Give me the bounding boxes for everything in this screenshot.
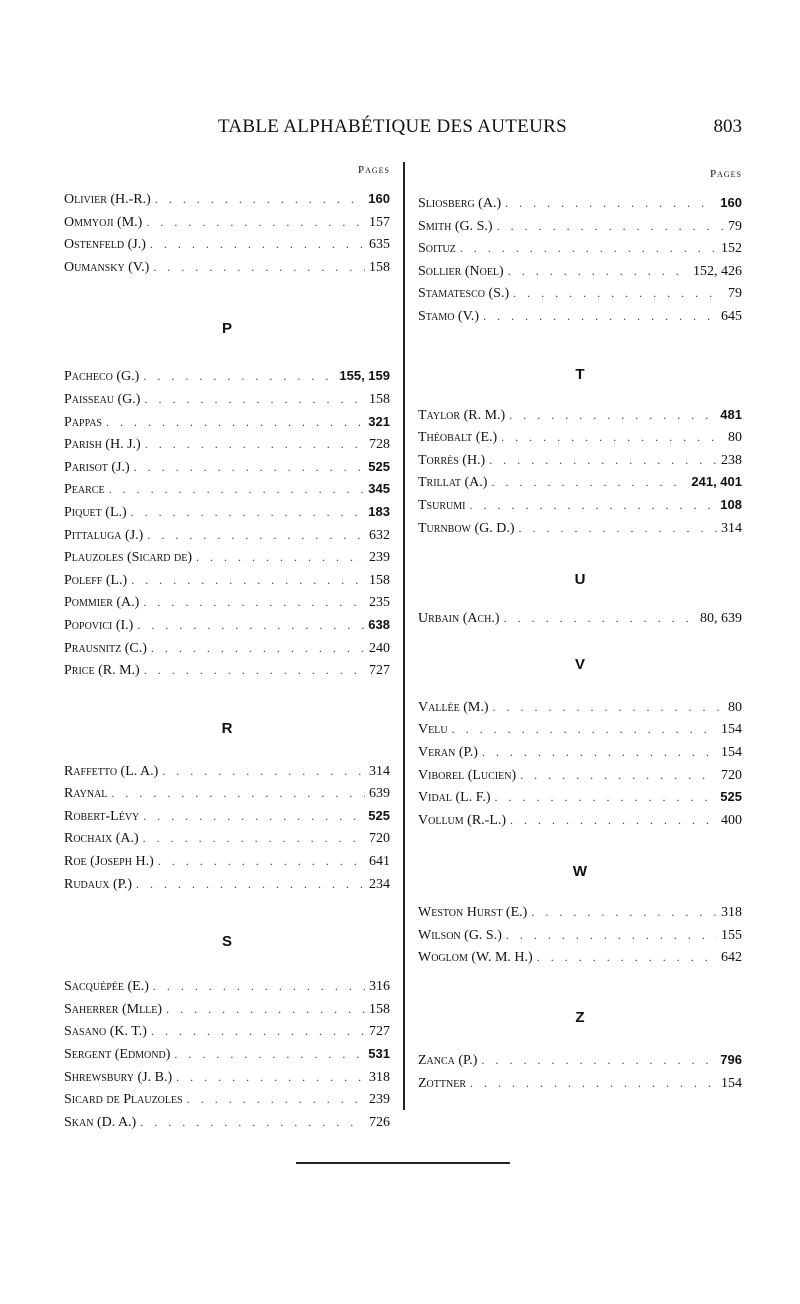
index-entry [418, 305, 742, 328]
page-reference: 635 [369, 237, 390, 253]
page-reference: 158 [369, 259, 390, 275]
dot-leader [452, 718, 717, 741]
page-reference: 239 [369, 550, 390, 566]
section-p [64, 365, 390, 681]
dot-leader [520, 764, 717, 787]
author-name: Saherrer (Mlle) [64, 1001, 163, 1017]
author-name: Pearce [64, 482, 105, 498]
dot-leader [153, 256, 365, 279]
author-name: Sacquépée (E.) [64, 979, 149, 995]
page-header [0, 116, 800, 140]
author-name: Tsurumi [418, 497, 466, 513]
dot-leader [504, 607, 696, 630]
page-reference: 239 [369, 1092, 390, 1108]
dot-leader [470, 1072, 717, 1095]
page-reference: 632 [369, 527, 390, 543]
author-name: Roe (Joseph H.) [64, 854, 154, 870]
section-u [418, 607, 742, 630]
dot-leader [166, 998, 365, 1021]
author-name: Woglom (W. M. H.) [418, 950, 533, 966]
author-name: Pacheco (G.) [64, 369, 140, 385]
page-reference: 321 [368, 413, 390, 429]
dot-leader [136, 873, 365, 896]
dot-leader [143, 827, 365, 850]
author-name: Popovici (I.) [64, 617, 134, 633]
section-s [64, 975, 390, 1133]
page-reference: 241, 401 [691, 474, 742, 490]
author-name: Stamatesco (S.) [418, 286, 510, 302]
dot-leader [143, 365, 335, 388]
page-reference: 238 [721, 452, 742, 468]
dot-leader [508, 260, 689, 283]
index-entry [418, 764, 742, 787]
index-entry [418, 237, 742, 260]
dot-leader [155, 188, 364, 211]
index-entry [64, 501, 390, 524]
page-reference: 152, 426 [693, 263, 742, 279]
author-name: Parish (H. J.) [64, 437, 141, 453]
dot-leader [531, 901, 717, 924]
index-entry [64, 411, 390, 434]
page-reference: 160 [368, 191, 390, 206]
left-column [64, 160, 390, 1133]
index-entry [418, 741, 742, 764]
index-entry [64, 365, 390, 388]
index-entry [418, 449, 742, 472]
dot-leader [176, 1066, 365, 1089]
dot-leader [137, 614, 364, 637]
index-entry [64, 975, 390, 998]
author-name: Ostenfeld (J.) [64, 237, 146, 253]
index-entry [418, 282, 742, 305]
page-reference: 318 [721, 905, 742, 921]
author-name: Stamo (V.) [418, 308, 480, 324]
dot-leader [144, 388, 365, 411]
dot-leader [495, 786, 717, 809]
dot-leader [153, 975, 365, 998]
index-entry [418, 924, 742, 947]
author-name: Torrès (H.) [418, 452, 486, 468]
author-name: Vidal (L. F.) [418, 790, 491, 806]
page-reference: 157 [369, 214, 390, 230]
page-reference: 158 [369, 1001, 390, 1017]
right-column [418, 160, 742, 1094]
index-entry [418, 696, 742, 719]
author-name: Sasano (K. T.) [64, 1024, 147, 1040]
author-name: Pommier (A.) [64, 595, 140, 611]
index-entry [418, 607, 742, 630]
page-reference: 728 [369, 437, 390, 453]
author-name: Ommyoji (M.) [64, 214, 143, 230]
dot-leader [144, 659, 365, 682]
index-entry [64, 659, 390, 682]
author-name: Raynal [64, 786, 108, 802]
author-name: Zottner [418, 1075, 466, 1091]
index-entry [418, 517, 742, 540]
page-reference: 345 [368, 481, 390, 497]
page-reference: 727 [369, 663, 390, 679]
index-entry [64, 827, 390, 850]
dot-leader [147, 524, 365, 547]
dot-leader [150, 233, 365, 256]
page-reference: 481 [720, 406, 742, 422]
dot-leader [196, 546, 365, 569]
page-reference: 79 [728, 286, 742, 302]
page-reference: 314 [721, 520, 742, 536]
dot-leader [509, 404, 716, 427]
page-reference: 400 [721, 812, 742, 828]
page-reference: 314 [369, 763, 390, 779]
author-name: Trillat (A.) [418, 475, 488, 491]
author-name: Vallée (M.) [418, 699, 489, 715]
section-o [64, 188, 390, 278]
letter-heading-u: U [574, 571, 586, 589]
dot-leader [143, 805, 364, 828]
index-entry [64, 1020, 390, 1043]
index-entry [64, 1043, 390, 1066]
author-name: Pittaluga (J.) [64, 527, 144, 543]
section-v [418, 696, 742, 832]
page-reference: 318 [369, 1069, 390, 1085]
index-entry [64, 782, 390, 805]
dot-leader [506, 924, 717, 947]
author-name: Soituz [418, 241, 456, 257]
index-entry [64, 211, 390, 234]
index-entry [418, 1049, 742, 1072]
section-w [418, 901, 742, 969]
index-entry [64, 188, 390, 211]
dot-leader [505, 192, 716, 215]
index-entry [418, 471, 742, 494]
page-reference: 158 [369, 572, 390, 588]
dot-leader [106, 411, 364, 434]
dot-leader [162, 760, 365, 783]
index-entry [418, 404, 742, 427]
page-reference: 316 [369, 979, 390, 995]
index-entry [418, 718, 742, 741]
column-divider [403, 162, 405, 1110]
index-entry [64, 1111, 390, 1134]
dot-leader [493, 696, 724, 719]
page-title: TABLE ALPHABÉTIQUE DES AUTEURS [218, 116, 567, 137]
index-entry [64, 637, 390, 660]
page-reference: 160 [720, 195, 742, 210]
page-reference: 154 [721, 1075, 742, 1091]
index-entry [64, 433, 390, 456]
index-entry [64, 546, 390, 569]
section-s-cont [418, 192, 742, 328]
author-name: Poleff (L.) [64, 572, 128, 588]
index-entry [418, 192, 742, 215]
page-reference: 726 [369, 1114, 390, 1130]
index-entry [418, 1072, 742, 1095]
page-reference: 525 [368, 458, 390, 474]
author-name: Rochaix (A.) [64, 831, 139, 847]
author-name: Taylor (R. M.) [418, 407, 506, 423]
page-reference: 727 [369, 1024, 390, 1040]
index-entry [64, 1088, 390, 1111]
page-reference: 155 [721, 927, 742, 943]
page-reference: 155, 159 [339, 368, 390, 384]
page-reference: 639 [369, 786, 390, 802]
dot-leader [483, 305, 717, 328]
pages-label: Pages [357, 164, 390, 176]
author-name: Sollier (Noel) [418, 263, 504, 279]
dot-leader [489, 449, 717, 472]
author-name: Parisot (J.) [64, 459, 130, 475]
page-reference: 645 [721, 308, 742, 324]
dot-leader [513, 282, 724, 305]
page-reference: 796 [720, 1052, 742, 1068]
index-entry [64, 233, 390, 256]
page-reference: 154 [721, 722, 742, 738]
footer-rule [296, 1162, 510, 1164]
dot-leader [134, 456, 365, 479]
dot-leader [146, 211, 365, 234]
index-entry [64, 478, 390, 501]
dot-leader [537, 946, 717, 969]
index-entry [64, 591, 390, 614]
dot-leader [510, 809, 717, 832]
section-z [418, 1049, 742, 1094]
index-entry [64, 388, 390, 411]
dot-leader [111, 782, 365, 805]
author-name: Théobalt (E.) [418, 430, 498, 446]
index-entry [64, 805, 390, 828]
page-reference: 80, 639 [700, 611, 742, 627]
dot-leader [497, 215, 724, 238]
page-reference: 720 [369, 831, 390, 847]
index-entry [418, 786, 742, 809]
page-reference: 641 [369, 854, 390, 870]
page-reference: 183 [368, 503, 390, 519]
letter-heading-v: V [574, 655, 585, 673]
index-entry [64, 256, 390, 279]
dot-leader [143, 591, 365, 614]
author-name: Rudaux (P.) [64, 876, 133, 892]
index-entry [64, 569, 390, 592]
page-reference: 234 [369, 876, 390, 892]
dot-leader [140, 1111, 365, 1134]
author-name: Piquet (L.) [64, 504, 127, 520]
letter-heading-s: S [221, 933, 232, 951]
author-name: Prausnitz (C.) [64, 640, 147, 656]
section-t [418, 404, 742, 540]
author-name: Urbain (Ach.) [418, 611, 500, 627]
dot-leader [145, 433, 365, 456]
page-reference: 80 [728, 699, 742, 715]
author-name: Plauzoles (Sicard de) [64, 550, 192, 566]
index-entry [418, 809, 742, 832]
page-reference: 80 [728, 430, 742, 446]
dot-leader [158, 850, 365, 873]
author-name: Pappas [64, 414, 102, 430]
page-reference: 525 [368, 807, 390, 823]
page-reference: 720 [721, 767, 742, 783]
author-name: Veran (P.) [418, 744, 478, 760]
index-entry [418, 426, 742, 449]
dot-leader [481, 1049, 716, 1072]
author-name: Oumansky (V.) [64, 259, 150, 275]
section-r [64, 760, 390, 896]
dot-leader [491, 471, 687, 494]
author-name: Sergent (Edmond) [64, 1047, 171, 1063]
author-name: Sliosberg (A.) [418, 196, 502, 211]
dot-leader [469, 494, 716, 517]
page-reference: 108 [720, 496, 742, 512]
index-entry [64, 456, 390, 479]
index-entry [418, 260, 742, 283]
letter-heading-p: P [221, 320, 232, 338]
index-entry [64, 850, 390, 873]
page-reference: 531 [368, 1046, 390, 1062]
author-name: Shrewsbury (J. B.) [64, 1069, 173, 1085]
author-name: Weston Hurst (E.) [418, 905, 528, 921]
dot-leader [187, 1088, 365, 1111]
page-number: 803 [713, 116, 742, 137]
author-name: Smith (G. S.) [418, 218, 493, 234]
index-entry [418, 901, 742, 924]
author-name: Olivier (H.-R.) [64, 192, 151, 207]
page-reference: 235 [369, 595, 390, 611]
index-entry [64, 524, 390, 547]
dot-leader [151, 637, 365, 660]
dot-leader [519, 517, 717, 540]
index-entry [64, 873, 390, 896]
index-entry [64, 614, 390, 637]
page-reference: 525 [720, 789, 742, 805]
index-entry [64, 1066, 390, 1089]
index-entry [418, 494, 742, 517]
author-name: Price (R. M.) [64, 663, 140, 679]
letter-heading-z: Z [575, 1009, 585, 1027]
dot-leader [131, 569, 365, 592]
author-name: Paisseau (G.) [64, 391, 141, 407]
author-name: Viborel (Lucien) [418, 767, 517, 783]
index-entry [418, 215, 742, 238]
index-entry [418, 946, 742, 969]
page-reference: 158 [369, 391, 390, 407]
author-name: Robert-Lévy [64, 808, 140, 824]
author-name: Skan (D. A.) [64, 1114, 137, 1130]
author-name: Raffetto (L. A.) [64, 763, 159, 779]
pages-label: Pages [709, 168, 742, 180]
author-name: Zanca (P.) [418, 1053, 478, 1069]
dot-leader [460, 237, 717, 260]
author-name: Turnbow (G. D.) [418, 520, 515, 536]
dot-leader [174, 1043, 364, 1066]
index-entry [64, 760, 390, 783]
dot-leader [151, 1020, 365, 1043]
author-name: Wilson (G. S.) [418, 927, 502, 943]
page-reference: 642 [721, 950, 742, 966]
page-reference: 152 [721, 241, 742, 257]
letter-heading-t: T [575, 365, 585, 383]
letter-heading-w: W [572, 863, 588, 881]
page-reference: 79 [728, 218, 742, 234]
dot-leader [131, 501, 365, 524]
author-name: Sicard de Plauzoles [64, 1092, 183, 1108]
author-name: Vollum (R.-L.) [418, 812, 507, 828]
index-entry [64, 998, 390, 1021]
letter-heading-r: R [221, 719, 233, 737]
author-name: Velu [418, 722, 448, 738]
page-reference: 154 [721, 744, 742, 760]
page-reference: 240 [369, 640, 390, 656]
dot-leader [109, 478, 365, 501]
page-reference: 638 [368, 616, 390, 632]
dot-leader [501, 426, 724, 449]
dot-leader [482, 741, 717, 764]
